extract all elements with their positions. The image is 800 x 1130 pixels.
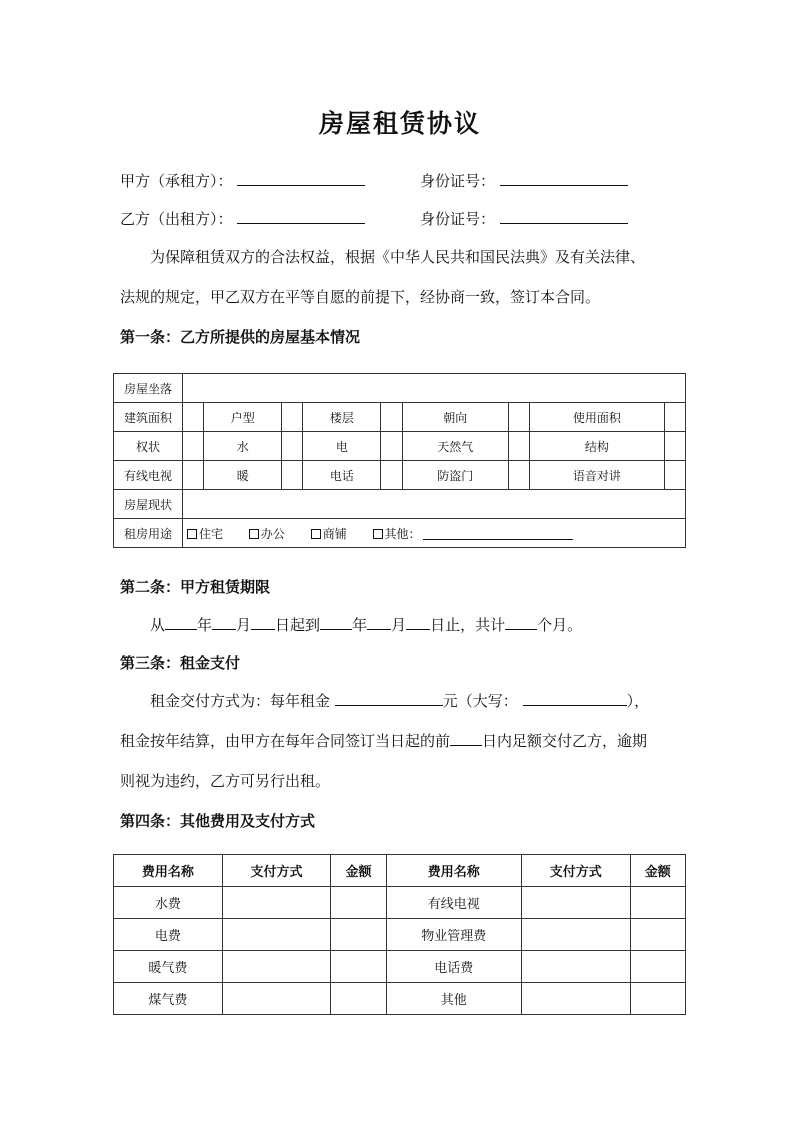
- article-3-heading: 第三条：租金支付: [120, 654, 241, 672]
- purpose-option-other[interactable]: 其他：: [373, 525, 595, 542]
- table-cell[interactable]: [183, 432, 204, 461]
- article-1-heading: 第一条：乙方所提供的房屋基本情况: [120, 328, 361, 346]
- house-info-table: [113, 373, 686, 548]
- table-cell[interactable]: [282, 403, 303, 432]
- table-cell: 有线电视: [114, 461, 183, 490]
- article-2-heading: 第二条：甲方租赁期限: [120, 578, 271, 596]
- column-header: 支付方式: [222, 855, 331, 887]
- term-text: 从: [150, 616, 166, 634]
- column-header: 支付方式: [521, 855, 630, 887]
- party-a-id-blank[interactable]: [500, 170, 628, 186]
- rent-text: 元（大写：: [442, 692, 518, 710]
- table-cell[interactable]: [331, 887, 386, 919]
- table-cell: 暖: [204, 461, 282, 490]
- table-cell[interactable]: [521, 951, 630, 983]
- status-label: 房屋现状: [114, 490, 183, 519]
- party-b-id-label: 身份证号：: [420, 210, 496, 228]
- term-text: 年: [352, 616, 368, 634]
- rent-line-3: 则视为违约，乙方可另行出租。: [120, 772, 331, 790]
- term-text: 月: [391, 616, 407, 634]
- table-cell[interactable]: [331, 983, 386, 1015]
- column-header: 费用名称: [386, 855, 521, 887]
- checkbox-icon[interactable]: [311, 529, 321, 539]
- table-cell[interactable]: [183, 403, 204, 432]
- rent-in-words-blank[interactable]: [523, 690, 627, 706]
- table-cell[interactable]: [664, 461, 685, 490]
- term-text: 日起到: [275, 616, 321, 634]
- table-cell: 权状: [114, 432, 183, 461]
- purpose-option-shop[interactable]: 商铺: [311, 525, 347, 542]
- table-cell: 语音对讲: [530, 461, 665, 490]
- rent-text: 日内足额交付乙方，逾期: [482, 732, 648, 750]
- table-row: [114, 403, 686, 432]
- end-year-blank[interactable]: [320, 614, 352, 630]
- party-b-id-line: [420, 208, 628, 229]
- table-row: [114, 951, 686, 983]
- table-header-row: [114, 855, 686, 887]
- fee-name: 其他: [386, 983, 521, 1015]
- rent-line-2: [120, 730, 647, 751]
- table-cell[interactable]: [222, 887, 331, 919]
- table-cell[interactable]: [508, 432, 529, 461]
- table-cell: 朝向: [402, 403, 508, 432]
- table-cell: 使用面积: [530, 403, 665, 432]
- rent-text: ），: [626, 692, 650, 710]
- party-b-id-blank[interactable]: [500, 208, 628, 224]
- table-cell[interactable]: [222, 983, 331, 1015]
- party-b-label: 乙方（出租方）：: [120, 210, 233, 228]
- column-header: 金额: [630, 855, 685, 887]
- annual-rent-blank[interactable]: [335, 690, 443, 706]
- table-cell: 水: [204, 432, 282, 461]
- table-cell[interactable]: [331, 919, 386, 951]
- table-cell[interactable]: [664, 403, 685, 432]
- fee-name: 煤气费: [114, 983, 223, 1015]
- table-cell[interactable]: [381, 432, 402, 461]
- checkbox-icon[interactable]: [187, 529, 197, 539]
- term-text: 日止，共计: [430, 616, 506, 634]
- total-months-blank[interactable]: [505, 614, 537, 630]
- table-cell[interactable]: [521, 887, 630, 919]
- table-cell: 建筑面积: [114, 403, 183, 432]
- table-cell[interactable]: [282, 432, 303, 461]
- table-row: [114, 887, 686, 919]
- table-cell: 防盗门: [402, 461, 508, 490]
- table-cell[interactable]: [222, 919, 331, 951]
- table-cell: 楼层: [303, 403, 381, 432]
- lease-term-line: [150, 614, 582, 635]
- intro-line-2: 法规的规定，甲乙双方在平等自愿的前提下，经协商一致，签订本合同。: [120, 288, 601, 306]
- table-row: [114, 374, 686, 403]
- start-month-blank[interactable]: [212, 614, 236, 630]
- table-cell: 电: [303, 432, 381, 461]
- table-cell[interactable]: [521, 983, 630, 1015]
- table-cell[interactable]: [381, 461, 402, 490]
- party-b-name-blank[interactable]: [237, 208, 365, 224]
- table-cell[interactable]: [282, 461, 303, 490]
- table-cell[interactable]: [630, 919, 685, 951]
- table-cell[interactable]: [222, 951, 331, 983]
- party-b-line: [120, 208, 365, 229]
- table-row: [114, 519, 686, 548]
- fee-name: 水费: [114, 887, 223, 919]
- rent-text: 租金按年结算，由甲方在每年合同签订当日起的前: [120, 732, 451, 750]
- location-label: 房屋坐落: [114, 374, 183, 403]
- start-year-blank[interactable]: [165, 614, 197, 630]
- end-day-blank[interactable]: [406, 614, 430, 630]
- column-header: 金额: [331, 855, 386, 887]
- fee-name: 有线电视: [386, 887, 521, 919]
- start-day-blank[interactable]: [251, 614, 275, 630]
- table-cell: 天然气: [402, 432, 508, 461]
- fee-name: 电话费: [386, 951, 521, 983]
- payment-days-blank[interactable]: [450, 730, 482, 746]
- fee-name: 暖气费: [114, 951, 223, 983]
- table-cell[interactable]: [331, 951, 386, 983]
- table-cell[interactable]: [183, 461, 204, 490]
- fee-name: 电费: [114, 919, 223, 951]
- rent-text: 租金交付方式为：每年租金: [150, 692, 331, 710]
- table-row: [114, 461, 686, 490]
- table-cell[interactable]: [630, 983, 685, 1015]
- table-cell: 电话: [303, 461, 381, 490]
- document-title: 房屋租赁协议: [318, 109, 481, 138]
- rent-line-1: [150, 690, 649, 711]
- party-a-label: 甲方（承租方）：: [120, 172, 233, 190]
- table-cell: 户型: [204, 403, 282, 432]
- purpose-option-office[interactable]: 办公: [249, 525, 285, 542]
- status-cell[interactable]: [183, 490, 686, 519]
- table-cell[interactable]: [521, 919, 630, 951]
- party-a-id-line: [420, 170, 628, 191]
- purpose-options: [183, 519, 686, 548]
- table-cell[interactable]: [630, 951, 685, 983]
- checkbox-icon[interactable]: [249, 529, 259, 539]
- party-a-id-label: 身份证号：: [420, 172, 496, 190]
- purpose-option-residential[interactable]: 住宅: [187, 525, 223, 542]
- end-month-blank[interactable]: [367, 614, 391, 630]
- table-row: [114, 919, 686, 951]
- fee-table: [113, 854, 686, 1015]
- location-cell[interactable]: [183, 374, 686, 403]
- other-purpose-blank[interactable]: [423, 528, 573, 540]
- term-text: 个月。: [537, 616, 583, 634]
- party-a-line: [120, 170, 365, 191]
- intro-line-1: 为保障租赁双方的合法权益，根据《中华人民共和国民法典》及有关法律、: [150, 248, 646, 266]
- purpose-label: 租房用途: [114, 519, 183, 548]
- term-text: 月: [236, 616, 252, 634]
- table-row: [114, 490, 686, 519]
- table-row: [114, 432, 686, 461]
- table-cell[interactable]: [508, 461, 529, 490]
- article-4-heading: 第四条：其他费用及支付方式: [120, 812, 316, 830]
- table-cell[interactable]: [664, 432, 685, 461]
- table-cell: 结构: [530, 432, 665, 461]
- fee-name: 物业管理费: [386, 919, 521, 951]
- table-row: [114, 983, 686, 1015]
- column-header: 费用名称: [114, 855, 223, 887]
- term-text: 年: [197, 616, 213, 634]
- table-cell[interactable]: [508, 403, 529, 432]
- table-cell[interactable]: [630, 887, 685, 919]
- checkbox-icon[interactable]: [373, 529, 383, 539]
- table-cell[interactable]: [381, 403, 402, 432]
- party-a-name-blank[interactable]: [237, 170, 365, 186]
